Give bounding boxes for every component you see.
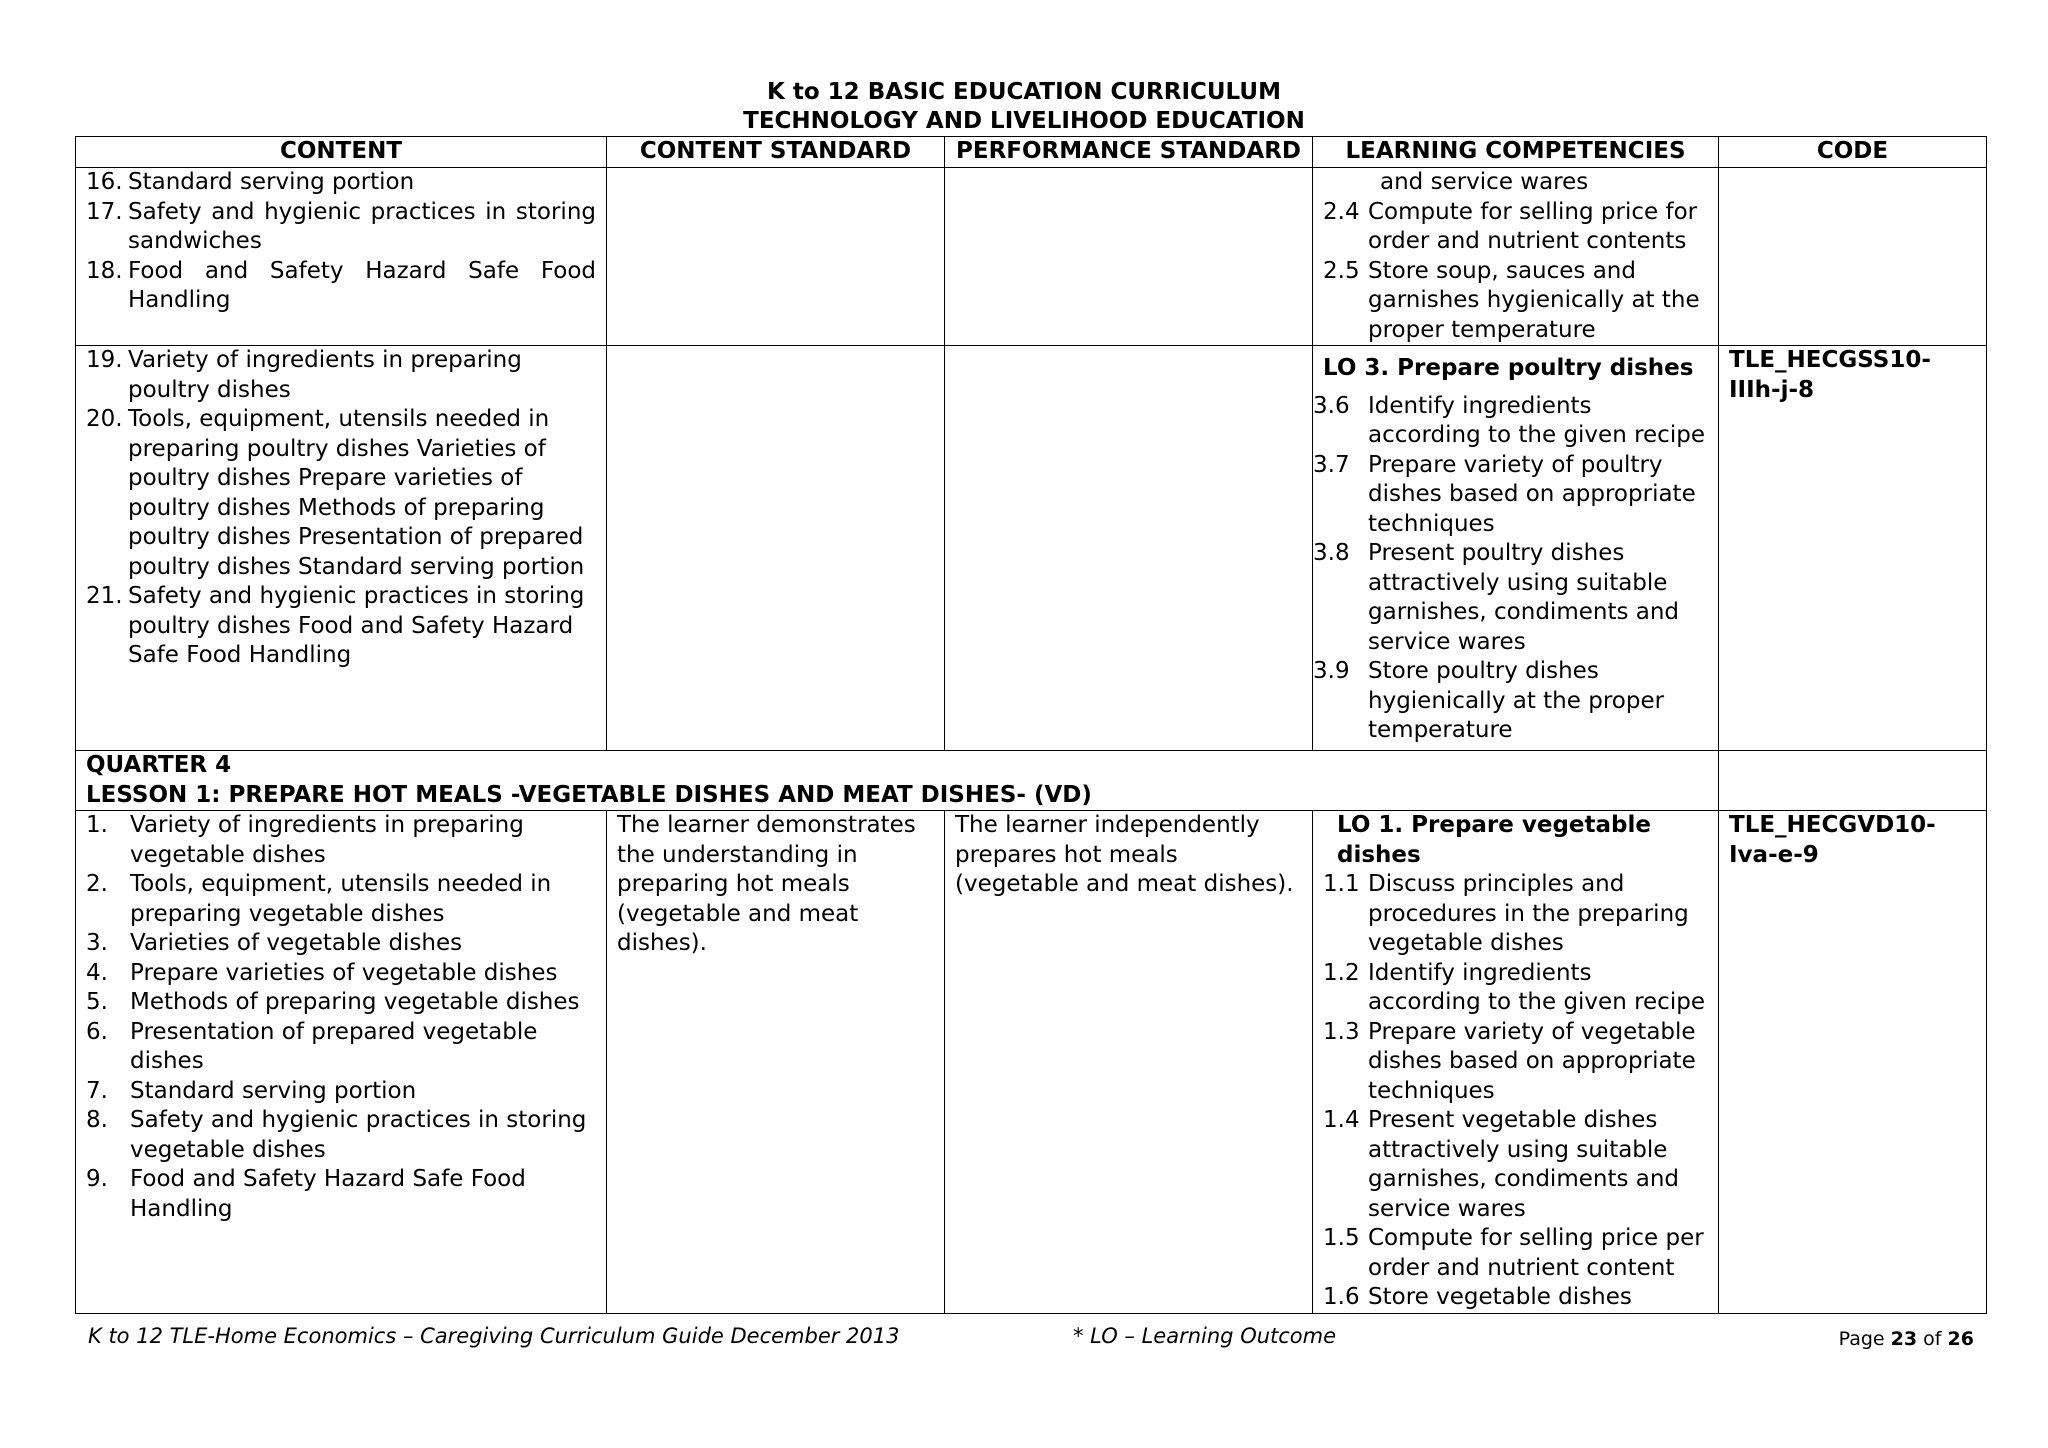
column-header-performance-standard: PERFORMANCE STANDARD [945,137,1313,168]
content-standard-cell: The learner demonstrates the understanding in preparing hot meals (vegetable and meat dishes). [607,811,945,1314]
lesson-title: LESSON 1: PREPARE HOT MEALS -VEGETABLE DISHES AND MEAT DISHES- (VD) [86,781,1092,808]
list-item: 2.4 Compute for selling price for order and nutrient contents [1323,198,1698,254]
list-item: 2.5 Store soup, sauces and garnishes hygienically at the proper temperature [1323,257,1700,343]
list-item: 1. Variety of ingredients in preparing vegetable dishes [86,812,524,868]
list-item: 5. Methods of preparing vegetable dishes [86,989,580,1015]
competency-list [1313,392,1708,746]
content-cell [76,811,607,1314]
column-header-content: CONTENT [76,137,607,168]
page-current: 23 [1890,1328,1918,1350]
content-list [86,346,596,671]
competency-list [1323,870,1708,1313]
list-item: 3.9 Store poultry dishes hygienically at the proper temperature [1313,658,1665,743]
footer-note: * LO – Learning Outcome [1073,1324,1337,1348]
content-standard-cell [607,168,945,346]
table-header-row [76,137,1987,168]
page-number [1839,1328,1974,1350]
list-item: 16. Standard serving portion [86,169,415,195]
quarter-heading-cell [76,751,1719,811]
list-item: 1.5 Compute for selling price per order and nutrient content [1323,1225,1704,1281]
quarter-row [76,751,1987,811]
performance-standard-cell: The learner independently prepares hot meals (vegetable and meat dishes). [945,811,1313,1314]
page-total: 26 [1947,1328,1974,1350]
column-header-content-standard: CONTENT STANDARD [607,137,945,168]
code-cell [1719,168,1987,346]
list-item: 4. Prepare varieties of vegetable dishes [86,959,558,986]
list-item: 1.1 Discuss principles and procedures in the preparing vegetable dishes [1323,871,1689,956]
content-cell [76,346,607,751]
code-cell: TLE_HECGSS10-IIIh-j-8 [1719,346,1987,751]
performance-standard-cell [945,168,1313,346]
content-cell [76,168,607,346]
list-item: 18. Food and Safety Hazard Safe Food Handling [86,257,596,313]
list-item: 2. Tools, equipment, utensils needed in preparing vegetable dishes [86,871,552,927]
list-item: 7. Standard serving portion [86,1077,417,1104]
document-header [0,78,2048,136]
list-item: 3.7 Prepare variety of poultry dishes based on appropriate techniques [1313,451,1696,537]
competency-list [1323,198,1708,346]
table-row [76,346,1987,751]
list-item: 3.8 Present poultry dishes attractively using suitable garnishes, condiments and service wares [1313,540,1680,655]
list-item: 1.2 Identify ingredients according to the given recipe [1323,959,1705,1015]
code-cell [1719,751,1987,811]
page-of-label: of [1923,1328,1942,1350]
table-row [76,811,1987,1314]
column-header-learning-competencies: LEARNING COMPETENCIES [1313,137,1719,168]
footer-document-title: K to 12 TLE-Home Economics – Caregiving Curriculum Guide December 2013 [88,1324,900,1348]
page-label: Page [1838,1328,1885,1350]
list-item: 1.4 Present vegetable dishes attractively using suitable garnishes, condiments and service wares [1323,1107,1680,1222]
learning-competencies-cell [1313,168,1719,346]
list-item: 1.6 Store vegetable dishes [1323,1284,1632,1310]
content-standard-cell [607,346,945,751]
learning-outcome-title: LO 3. Prepare poultry dishes [1323,355,1694,381]
learning-competencies-cell [1313,811,1719,1314]
content-list [86,811,596,1224]
list-item: 19. Variety of ingredients in preparing poultry dishes [86,347,522,403]
list-item: 3.6 Identify ingredients according to the given recipe [1313,392,1705,448]
list-item: 6. Presentation of prepared vegetable dishes [86,1018,538,1074]
list-item: 3. Varieties of vegetable dishes [86,930,463,956]
quarter-label: QUARTER 4 [86,752,232,778]
code-cell: TLE_HECGVD10-Iva-e-9 [1719,811,1987,1314]
column-header-code: CODE [1719,137,1987,168]
learning-outcome-title: LO 1. Prepare vegetable dishes [1337,812,1651,868]
learning-competencies-cell [1313,346,1719,751]
list-item: 21. Safety and hygienic practices in storing poultry dishes Food and Safety Hazard Safe Food Handling [86,583,585,668]
list-item: 20. Tools, equipment, utensils needed in preparing poultry dishes Varieties of poultry dishes Prepare varieties of poultry dishes Methods of preparing poultry dishes Presentation of prepared poultry dishes Standard serving portion [86,406,585,580]
table-row [76,168,1987,346]
list-item: 8. Safety and hygienic practices in storing vegetable dishes [86,1107,587,1163]
header-subtitle: TECHNOLOGY AND LIVELIHOOD EDUCATION [743,108,1305,134]
list-item: 17. Safety and hygienic practices in storing sandwiches [86,198,596,254]
continued-text: and service wares [1380,169,1589,195]
content-list [86,168,596,316]
curriculum-table [75,136,1987,1314]
list-item: 1.3 Prepare variety of vegetable dishes based on appropriate techniques [1323,1018,1696,1104]
performance-standard-cell [945,346,1313,751]
list-item: 9. Food and Safety Hazard Safe Food Handling [86,1166,526,1222]
header-title: K to 12 BASIC EDUCATION CURRICULUM [767,79,1281,105]
